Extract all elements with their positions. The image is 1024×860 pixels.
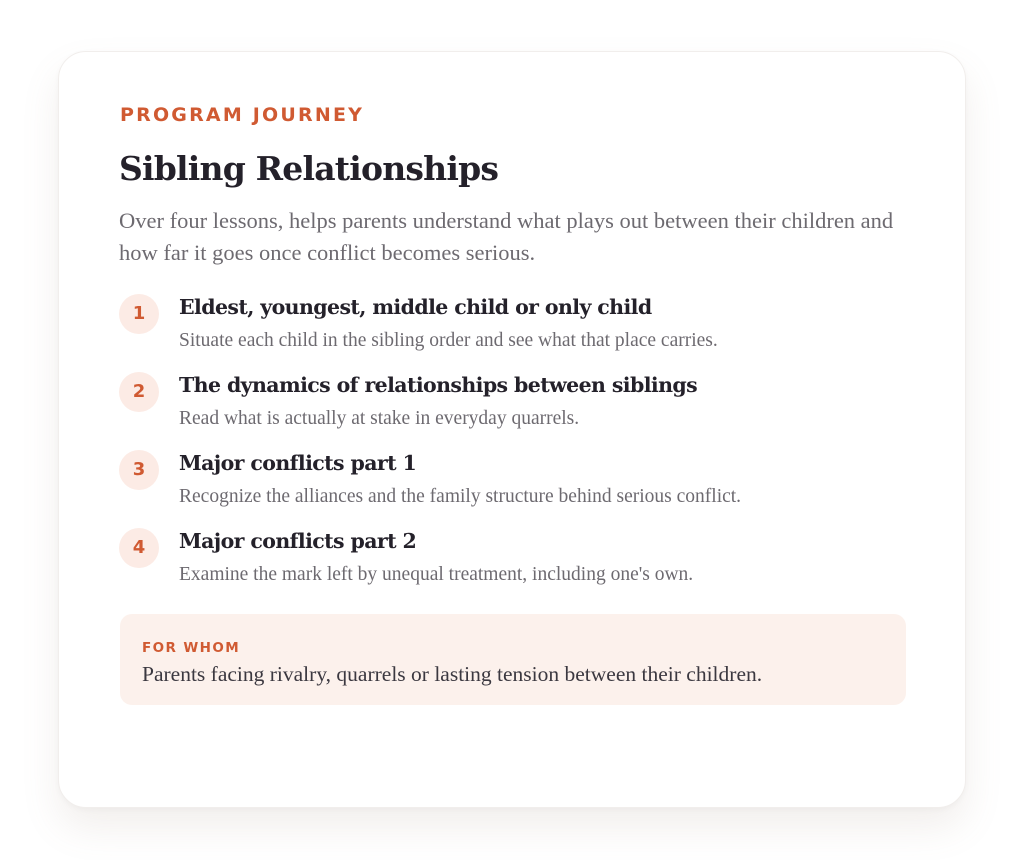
lesson-item [119,372,919,450]
lesson-number-badge: 1 [119,294,159,334]
lesson-number-badge: 2 [119,372,159,412]
program-title: Sibling Relationships [119,149,499,188]
lesson-title: Eldest, youngest, middle child or only child [179,295,652,319]
audience-text: Parents facing rivalry, quarrels or lasting tension between their children. [142,662,763,686]
lesson-number-badge: 3 [119,450,159,490]
program-intro: Over four lessons, helps parents understand what plays out between their children and how far it goes once conflict becomes serious. [119,208,894,265]
lesson-item [119,528,919,606]
audience-label: FOR WHOM [142,640,241,656]
lesson-item [119,450,919,528]
lesson-title: Major conflicts part 2 [179,529,417,553]
lesson-list [119,294,919,606]
lesson-number-badge: 4 [119,528,159,568]
lesson-description: Recognize the alliances and the family structure behind serious conflict. [179,486,742,507]
audience-panel [120,614,906,705]
lesson-item [119,294,919,372]
lesson-description: Examine the mark left by unequal treatment, including one's own. [179,564,694,585]
lesson-description: Read what is actually at stake in everyday quarrels. [179,408,580,429]
program-card [58,51,966,808]
eyebrow-label: PROGRAM JOURNEY [120,104,365,126]
lesson-description: Situate each child in the sibling order and see what that place carries. [179,330,718,351]
lesson-title: Major conflicts part 1 [179,451,417,475]
lesson-title: The dynamics of relationships between siblings [179,373,698,397]
